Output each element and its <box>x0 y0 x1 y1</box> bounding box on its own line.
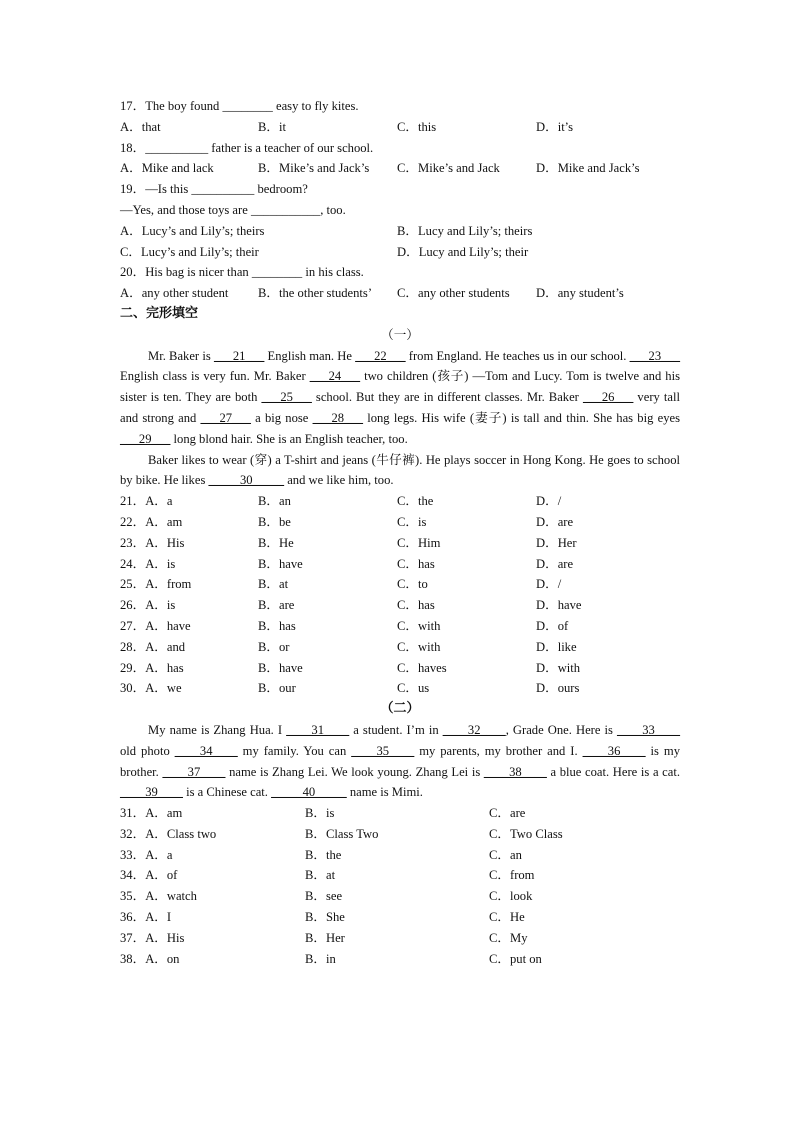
blank-32: ____32____ <box>442 722 506 737</box>
blank-29: ___29___ <box>120 431 171 446</box>
answer-row-24: 24．A．is B．have C．has D．are <box>120 556 574 571</box>
answer-row-33: 33．A．a B．the C．an <box>120 847 522 862</box>
blank-40: _____40_____ <box>271 785 347 800</box>
blank-31: ____31____ <box>286 722 350 737</box>
passage-1-paragraph-2: Baker likes to wear (穿) a T-shirt and jeans (牛仔裤). He plays soccer in Hong Kong. He goes to school by bike. He likes _____30_____ and we like him, too. <box>120 452 680 488</box>
answer-row-37: 37．A．His B．Her C．My <box>120 930 528 945</box>
answer-row-26: 26．A．is B．are C．has D．have <box>120 598 582 613</box>
option-d: D．Lucy and Lily’s; their <box>397 244 529 259</box>
question-17-stem: 17．The boy found ________ easy to fly kites. <box>120 99 359 113</box>
exam-page <box>120 96 680 969</box>
answer-row-38: 38．A．on B．in C．put on <box>120 951 542 966</box>
answer-row-36: 36．A．I B．She C．He <box>120 910 525 925</box>
blank-23: ___23___ <box>629 348 681 363</box>
question-19-options-row1 <box>120 221 680 242</box>
option-c: C．any other students <box>397 286 510 301</box>
blank-26: ___26___ <box>582 390 634 405</box>
option-c: C．this <box>397 119 437 134</box>
option-c: C．Mike’s and Jack <box>397 161 500 176</box>
blank-30: _____30_____ <box>208 473 285 488</box>
blank-38: ____38____ <box>483 764 547 779</box>
option-a: A．Lucy’s and Lily’s; theirs <box>120 223 265 238</box>
answer-row-34: 34．A．of B．at C．from <box>120 868 535 883</box>
question-20-stem: 20．His bag is nicer than ________ in his class. <box>120 265 364 280</box>
option-d: D．any student’s <box>536 286 624 301</box>
answer-row-23: 23．A．His B．He C．Him D．Her <box>120 535 577 550</box>
option-a: A．that <box>120 119 161 134</box>
answer-row-21: 21．A．a B．an C．the D．/ <box>120 494 562 509</box>
answer-row-32: 32．A．Class two B．Class Two C．Two Class <box>120 826 563 841</box>
blank-21: ___21___ <box>213 348 265 363</box>
option-a: A．Mike and lack <box>120 161 214 176</box>
blank-28: ___28___ <box>312 410 363 425</box>
blank-36: ____36____ <box>582 743 646 758</box>
question-19-options-row2 <box>120 242 680 263</box>
answer-row-28: 28．A．and B．or C．with D．like <box>120 639 577 654</box>
blank-39: ____39____ <box>120 785 183 800</box>
option-c: C．Lucy’s and Lily’s; their <box>120 244 259 259</box>
answer-row-25: 25．A．from B．at C．to D．/ <box>120 577 562 592</box>
blank-35: ____35____ <box>351 743 415 758</box>
blank-24: ___24___ <box>309 369 361 384</box>
answer-row-31: 31．A．am B．is C．are <box>120 806 526 821</box>
option-b: B．it <box>258 119 286 134</box>
option-d: D．it’s <box>536 119 574 134</box>
answer-row-22: 22．A．am B．be C．is D．are <box>120 514 574 529</box>
option-a: A．any other student <box>120 286 229 301</box>
question-17-options <box>120 117 680 138</box>
blank-27: ___27___ <box>200 410 251 425</box>
passage-2-title: （二） <box>380 701 420 717</box>
blank-22: ___22___ <box>355 348 406 363</box>
question-18-options <box>120 158 680 179</box>
passage-2-paragraph: My name is Zhang Hua. I ____31____ a student. I’m in ____32____, Grade One. Here is ____33____ old photo ____34____ my family. You can ____35____ my parents, my brother and I. ____36____ is my brother. ____37____ name is Zhang Lei. We look young. Zhang Lei is ____38____ a blue coat. Here is a cat. ____39____ is a Chinese cat. _____40_____ name is Mimi. <box>120 722 681 800</box>
question-18-stem: 18．__________ father is a teacher of our school. <box>120 140 374 155</box>
passage-1-paragraph-1: Mr. Baker is ___21___ English man. He ___22___ from England. He teaches us in our school. ___23___ English class is very fun. Mr. Baker ___24___ two children (孩子) —Tom and Lucy. Tom is twelve and his sister is ten. They are both ___25___ school. But they are in different classes. Mr. Baker ___26___ very tall and strong and ___27___ a big nose ___28___ long legs. His wife (妻子) is tall and thin. She has big eyes ___29___ long blond hair. She is an English teacher, too. <box>120 348 681 446</box>
answer-row-30: 30．A．we B．our C．us D．ours <box>120 681 580 696</box>
answer-row-27: 27．A．have B．has C．with D．of <box>120 618 569 633</box>
blank-34: ____34____ <box>174 743 238 758</box>
question-19-reply: —Yes, and those toys are ___________, too. <box>120 202 346 217</box>
answer-row-35: 35．A．watch B．see C．look <box>120 889 533 904</box>
option-b: B．Lucy and Lily’s; theirs <box>397 223 533 238</box>
blank-33: ____33____ <box>617 722 681 737</box>
option-b: B．the other students’ <box>258 286 373 301</box>
question-20-options <box>120 283 680 304</box>
passage-1-title: （一） <box>381 327 419 342</box>
question-19-stem: 19．—Is this __________ bedroom? <box>120 182 308 197</box>
answer-row-29: 29．A．has B．have C．haves D．with <box>120 660 581 675</box>
section-heading: 二、完形填空 <box>120 305 199 321</box>
blank-25: ___25___ <box>261 390 312 405</box>
blank-37: ____37____ <box>162 764 226 779</box>
option-d: D．Mike and Jack’s <box>536 161 640 176</box>
option-b: B．Mike’s and Jack’s <box>258 161 370 176</box>
